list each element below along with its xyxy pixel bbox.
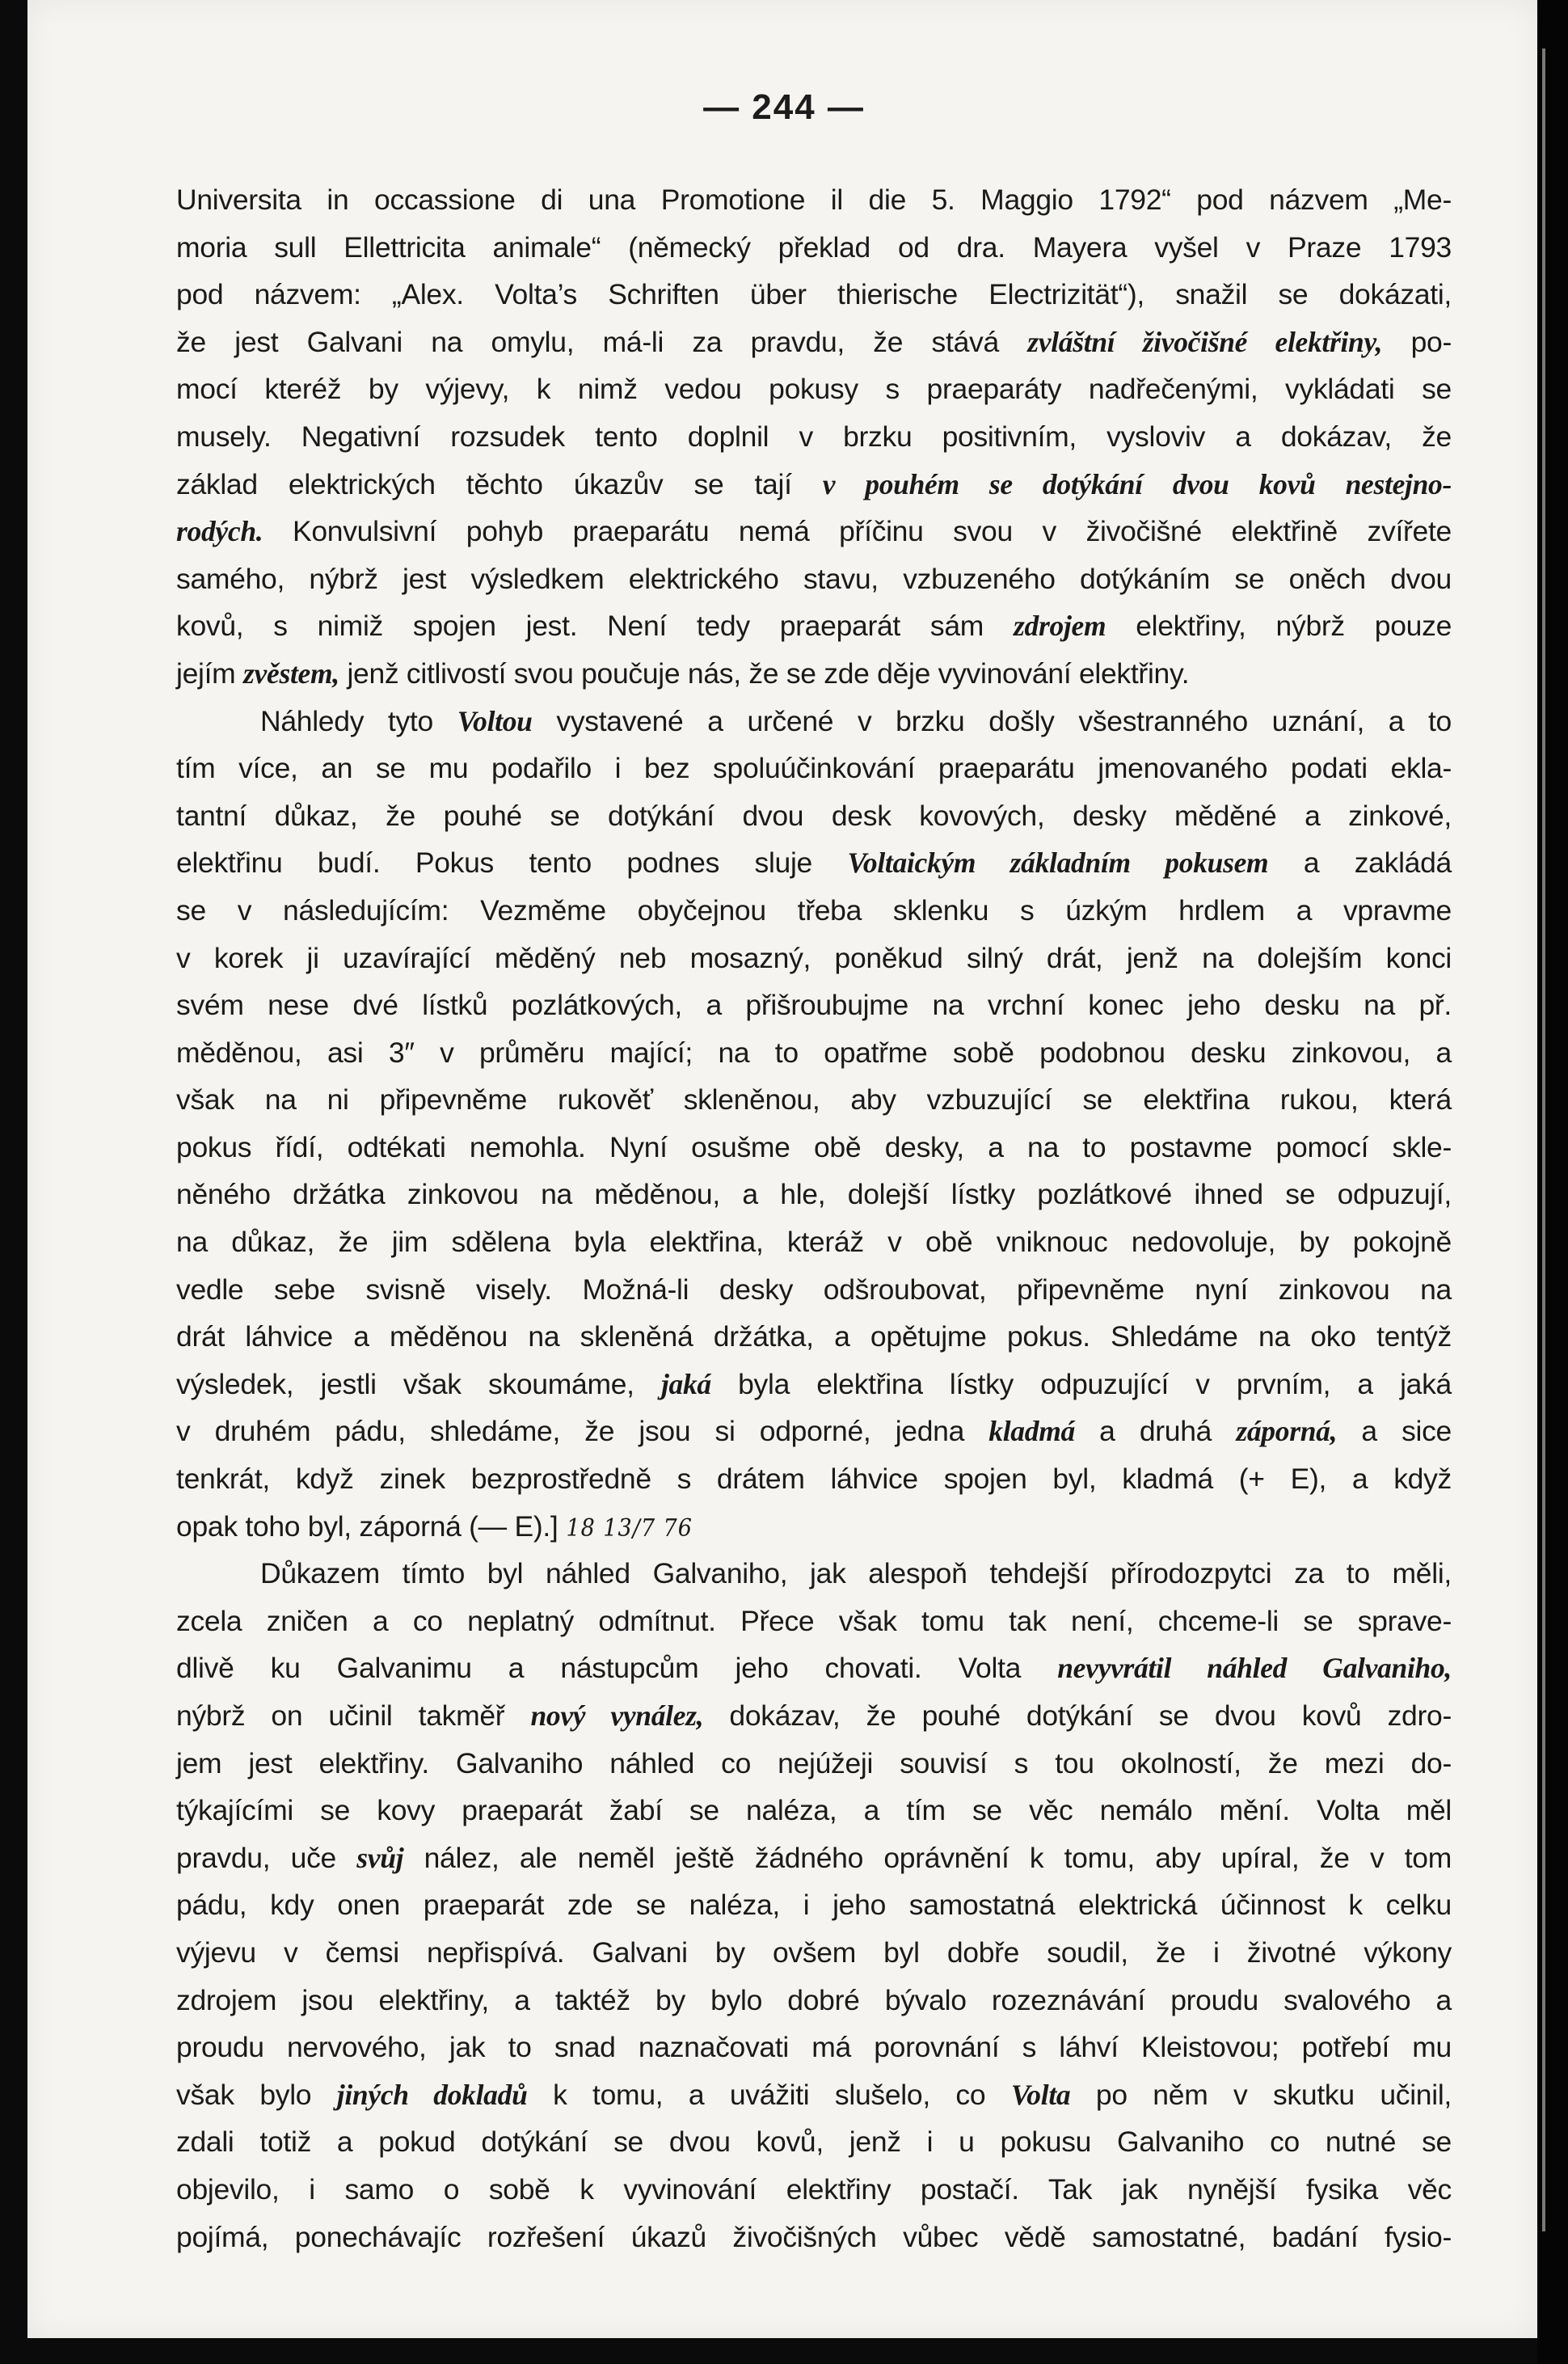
text-segment: však na ni připevněme rukověť skleněnou, aby vzbuzující se elektřina rukou, která	[176, 1083, 1452, 1117]
text-segment: jenž citlivostí svou poučuje nás, že se zde děje vyvinování elektřiny.	[339, 656, 1190, 690]
text-line	[176, 1644, 1452, 1692]
text-line	[176, 2118, 1452, 2166]
emphasis-text: svůj	[356, 1841, 404, 1874]
text-segment: tím více, an se mu podařilo i bez spoluúčinkování praeparátu jmenovaného podati ekla-	[176, 752, 1452, 785]
text-segment: nález, ale neměl ještě žádného oprávnění k tomu, aby upíral, že v tom	[403, 1841, 1452, 1874]
text-segment: vystavené a určené v brzku došly všestranného uznání, a to	[532, 704, 1452, 737]
text-segment: pojímá, ponechávajíc rozřešení úkazů živočišných vůbec vědě samostatné, badání fysio-	[176, 2220, 1452, 2253]
text-line	[176, 2214, 1452, 2261]
text-line	[176, 555, 1452, 603]
text-line	[176, 2166, 1452, 2214]
text-line	[176, 2071, 1452, 2119]
text-segment: v druhém pádu, shledáme, že jsou si odporné, jedna	[176, 1415, 989, 1448]
emphasis-text: zdrojem	[1014, 610, 1106, 643]
text-segment: Náhledy tyto	[260, 704, 457, 737]
text-segment: dlivě ku Galvanimu a nástupcům jeho chovati. Volta	[176, 1652, 1058, 1685]
text-line	[176, 935, 1452, 982]
text-line	[176, 698, 1452, 745]
text-segment: tantní důkaz, že pouhé se dotýkání dvou desk kovových, desky měděné a zinkové,	[176, 799, 1452, 832]
text-segment: tenkrát, když zinek bezprostředně s drátem láhvice spojen byl, kladmá (+ E), a když	[176, 1463, 1452, 1496]
text-line	[176, 2024, 1452, 2071]
text-line	[176, 1503, 1452, 1551]
emphasis-text: jaká	[660, 1367, 711, 1400]
text-segment: samého, nýbrž jest výsledkem elektrického stavu, vzbuzeného dotýkáním se oněch dvou	[176, 562, 1452, 595]
text-line	[176, 1029, 1452, 1077]
text-line	[176, 176, 1452, 224]
text-segment: po něm v skutku učinil,	[1070, 2078, 1452, 2111]
text-line	[176, 365, 1452, 413]
text-segment: však bylo	[176, 2078, 337, 2111]
text-segment: dokázav, že pouhé dotýkání se dvou kovů zdro-	[703, 1699, 1452, 1732]
text-segment: něného držátka zinkovou na měděnou, a hle, dolejší lístky pozlátkové ihned se odpuzují,	[176, 1178, 1452, 1211]
text-line	[176, 1881, 1452, 1929]
text-line	[176, 1787, 1452, 1834]
text-segment: že jest Galvani na omylu, má-li za pravdu, že stává	[176, 325, 1028, 358]
text-segment: nýbrž on učinil takměř	[176, 1699, 531, 1732]
text-line	[176, 792, 1452, 840]
text-line	[176, 1740, 1452, 1788]
emphasis-text: nový vynález,	[530, 1699, 704, 1732]
text-segment: elektřiny, nýbrž pouze	[1106, 610, 1452, 643]
text-segment: a zakládá	[1268, 846, 1452, 880]
text-line	[176, 1929, 1452, 1977]
page-edge	[1542, 49, 1545, 2231]
text-segment: musely. Negativní rozsudek tento doplnil v brzku positivním, vysloviv a dokázav, že	[176, 420, 1452, 453]
emphasis-text: Volta	[1010, 2078, 1071, 2111]
text-line	[176, 602, 1452, 650]
text-line	[176, 1550, 1452, 1598]
text-segment: měděnou, asi 3″ v průměru mající; na to opatřme sobě podobnou desku zinkovou, a	[176, 1036, 1452, 1069]
text-segment: pod názvem: „Alex. Volta’s Schriften über thierische Electrizität“), snažil se dokázati,	[176, 278, 1452, 311]
text-segment: svém nese dvé lístků pozlátkových, a přišroubujme na vrchní konec jeho desku na př.	[176, 989, 1452, 1022]
text-segment: kovů, s nimiž spojen jest. Není tedy praeparát sám	[176, 610, 1014, 643]
text-line	[176, 1361, 1452, 1408]
text-line	[176, 1313, 1452, 1361]
text-segment: mocí kteréž by výjevy, k nimž vedou pokusy s praeparáty nadřečenými, vykládati se	[176, 373, 1452, 406]
text-line	[176, 1171, 1452, 1218]
emphasis-text: zvěstem,	[243, 656, 339, 690]
text-segment: opak toho byl, záporná (— E).]	[176, 1509, 558, 1543]
text-line	[176, 271, 1452, 319]
text-line	[176, 1977, 1452, 2024]
text-segment: na důkaz, že jim sdělena byla elektřina, kteráž v obě vniknouc nedovoluje, by pokojně	[176, 1226, 1452, 1259]
text-line	[176, 1834, 1452, 1882]
text-segment: zdali totiž a pokud dotýkání se dvou kovů, jenž i u pokusu Galvaniho co nutné se	[176, 2125, 1452, 2159]
text-segment: drát láhvice a měděnou na skleněná držátka, a opětujme pokus. Shledáme na oko tentýž	[176, 1320, 1452, 1353]
text-segment: objevilo, i samo o sobě k vyvinování elektřiny postačí. Tak jak nynější fysika věc	[176, 2172, 1452, 2206]
text-segment: k tomu, a uvážiti slušelo, co	[527, 2078, 1011, 2111]
text-segment: elektřinu budí. Pokus tento podnes sluje	[176, 846, 848, 880]
emphasis-text: Voltou	[457, 704, 533, 737]
text-line	[176, 461, 1452, 509]
body-text	[176, 176, 1452, 2261]
text-segment: Universita in occassione di una Promotione il die 5. Maggio 1792“ pod názvem „Me-	[176, 184, 1452, 216]
text-segment: po-	[1382, 325, 1452, 358]
text-segment: výjevu v čemsi nepřispívá. Galvani by ovšem byl dobře soudil, že i životné výkony	[176, 1936, 1452, 1969]
text-segment: zcela zničen a co neplatný odmítnut. Přece však tomu tak není, chceme-li se sprave-	[176, 1604, 1452, 1637]
text-line	[176, 1076, 1452, 1124]
text-line	[176, 1598, 1452, 1645]
text-line	[176, 413, 1452, 461]
emphasis-text: nevyvrátil náhled Galvaniho,	[1057, 1652, 1452, 1685]
text-segment: byla elektřina lístky odpuzující v prvním, a jaká	[710, 1367, 1452, 1400]
text-line	[176, 319, 1452, 366]
text-segment: vedle sebe svisně visely. Možná-li desky odšroubovat, připevněme nyní zinkovou na	[176, 1273, 1452, 1306]
text-line	[176, 224, 1452, 272]
text-segment: základ elektrických těchto úkazův se tají	[176, 467, 823, 500]
text-line	[176, 1124, 1452, 1171]
text-segment: moria sull Ellettricita animale“ (německý překlad od dra. Mayera vyšel v Praze 1793	[176, 230, 1452, 264]
text-segment: pokus řídí, odtékati nemohla. Nyní osušme obě desky, a na to postavme pomocí skle-	[176, 1130, 1452, 1163]
text-segment: Konvulsivní pohyb praeparátu nemá příčinu svou v živočišné elektřině zvířete	[263, 515, 1452, 548]
emphasis-text: jiných dokladů	[336, 2078, 528, 2111]
text-line	[176, 508, 1452, 555]
text-line	[176, 1218, 1452, 1266]
text-segment: a sice	[1337, 1415, 1452, 1448]
text-segment: a druhá	[1074, 1415, 1237, 1448]
text-line	[176, 1455, 1452, 1503]
text-line	[176, 650, 1452, 698]
emphasis-text: záporná,	[1236, 1415, 1338, 1448]
text-line	[176, 1408, 1452, 1455]
text-line	[176, 745, 1452, 792]
text-segment: pádu, kdy onen praeparát zde se naléza, i jeho samostatná elektrická účinnost k celku	[176, 1889, 1452, 1922]
emphasis-text: Voltaickým základním pokusem	[847, 846, 1269, 880]
text-segment: jejím	[176, 656, 244, 690]
text-segment: v korek ji uzavírající měděný neb mosazný, poněkud silný drát, jenž na dolejším konci	[176, 941, 1452, 974]
emphasis-text: zvláštní živočišné elektřiny,	[1027, 325, 1383, 358]
text-segment: pravdu, uče	[176, 1841, 357, 1874]
text-line	[176, 1266, 1452, 1314]
text-segment: výsledek, jestli však skoumáme,	[176, 1367, 661, 1400]
text-line	[176, 887, 1452, 935]
text-segment: jem jest elektřiny. Galvaniho náhled co nejúžeji souvisí s tou okolností, že mezi do-	[176, 1746, 1452, 1779]
text-segment: týkajícími se kovy praeparát žabí se naléza, a tím se věc nemálo mění. Volta měl	[176, 1794, 1452, 1827]
text-segment: proudu nervového, jak to snad naznačovati má porovnání s láhví Kleistovou; potřebí mu	[176, 2031, 1452, 2064]
text-line	[176, 981, 1452, 1029]
text-segment: se v následujícím: Vezměme obyčejnou třeba sklenku s úzkým hrdlem a vpravme	[176, 893, 1452, 927]
emphasis-text: rodých.	[176, 515, 263, 548]
text-segment: zdrojem jsou elektřiny, a taktéž by bylo dobré bývalo rozeznávání proudu svalového a	[176, 1983, 1452, 2016]
handwritten-annotation: 18 13/7 76	[566, 1513, 693, 1543]
text-segment: Důkazem tímto byl náhled Galvaniho, jak alespoň tehdejší přírodozpytci za to měli,	[260, 1557, 1452, 1590]
text-line	[176, 1692, 1452, 1740]
text-line	[176, 839, 1452, 887]
emphasis-text: kladmá	[988, 1415, 1075, 1448]
emphasis-text: v pouhém se dotýkání dvou kovů nestejno-	[822, 467, 1452, 500]
page-number: — 244 —	[703, 87, 865, 127]
